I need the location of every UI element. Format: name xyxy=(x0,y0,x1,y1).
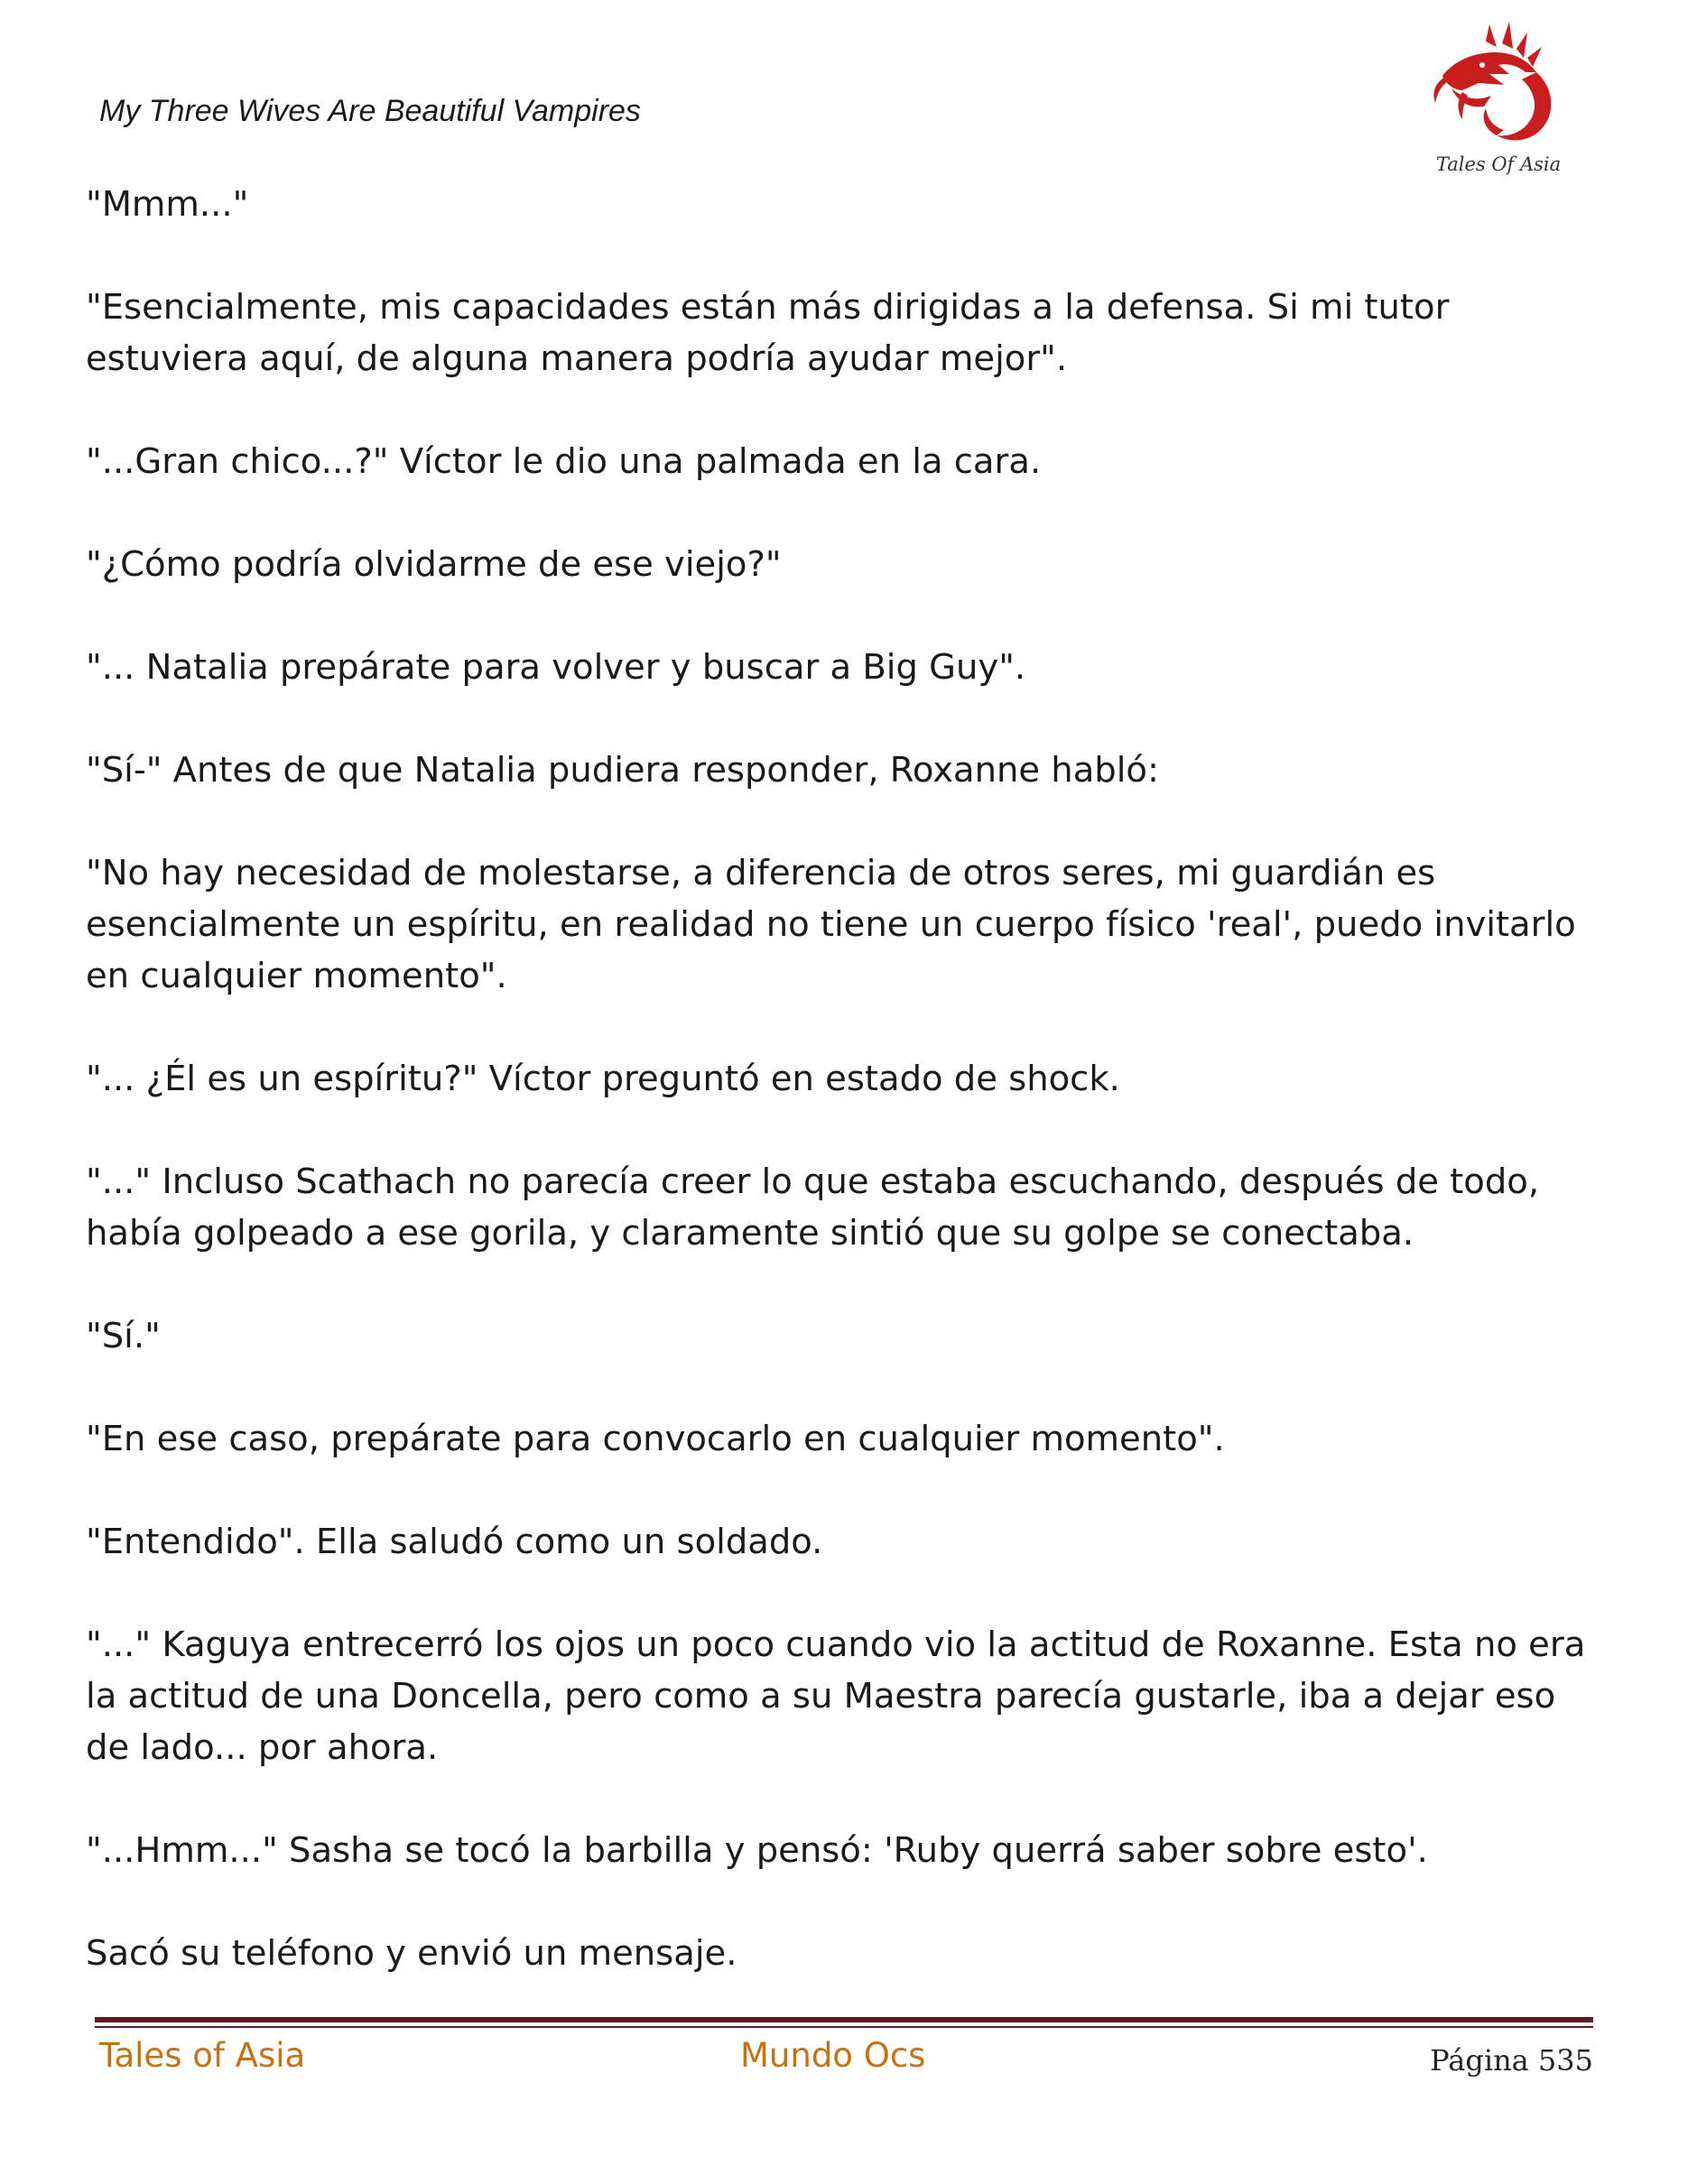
paragraph: "..." Incluso Scathach no parecía creer lo que estaba escuchando, después de todo, había golpeado a ese gorila, y claramente sintió que su golpe se conectaba. xyxy=(86,1161,1551,1254)
paragraph: "..." Kaguya entrecerró los ojos un poco cuando vio la actitud de Roxanne. Esta no era la actitud de una Doncella, pero como a su Maestra parecía gustarle, iba a dejar eso de lado... por ahora. xyxy=(86,1624,1597,1768)
footer-section: Mundo Ocs xyxy=(740,2036,926,2075)
page-number: Página 535 xyxy=(1430,2043,1593,2078)
logo-caption: Tales Of Asia xyxy=(1435,153,1562,175)
footer-divider xyxy=(95,2017,1593,2028)
paragraph: "En ese caso, prepárate para convocarlo en cualquier momento". xyxy=(86,1419,1225,1459)
book-title: My Three Wives Are Beautiful Vampires xyxy=(99,94,641,128)
paragraph: "Mmm..." xyxy=(86,184,249,225)
paragraph: "Sí." xyxy=(86,1316,161,1356)
paragraph: "Sí-" Antes de que Natalia pudiera responder, Roxanne habló: xyxy=(86,750,1159,791)
paragraph: "...Hmm..." Sasha se tocó la barbilla y pensó: 'Ruby querrá saber sobre esto'. xyxy=(86,1830,1428,1871)
paragraph: "Esencialmente, mis capacidades están más dirigidas a la defensa. Si mi tutor estuviera aquí, de alguna manera podría ayudar mejor". xyxy=(86,287,1461,379)
paragraph: "... ¿Él es un espíritu?" Víctor preguntó en estado de shock. xyxy=(86,1059,1120,1099)
red-dragon-icon xyxy=(1426,20,1571,155)
paragraph: "¿Cómo podría olvidarme de ese viejo?" xyxy=(86,544,782,585)
tales-of-asia-logo xyxy=(1426,20,1571,182)
chapter-body xyxy=(86,179,1597,2031)
paragraph: "Entendido". Ella saludó como un soldado. xyxy=(86,1522,823,1562)
footer-publisher: Tales of Asia xyxy=(99,2036,306,2075)
paragraph: "...Gran chico...?" Víctor le dio una palmada en la cara. xyxy=(86,441,1042,482)
paragraph: Sacó su teléfono y envió un mensaje. xyxy=(86,1933,737,1974)
paragraph: "... Natalia prepárate para volver y buscar a Big Guy". xyxy=(86,647,1026,688)
paragraph: "No hay necesidad de molestarse, a diferencia de otros seres, mi guardián es esencialmente un espíritu, en realidad no tiene un cuerpo físico 'real', puedo invitarlo en cualquier momento". xyxy=(86,853,1587,996)
